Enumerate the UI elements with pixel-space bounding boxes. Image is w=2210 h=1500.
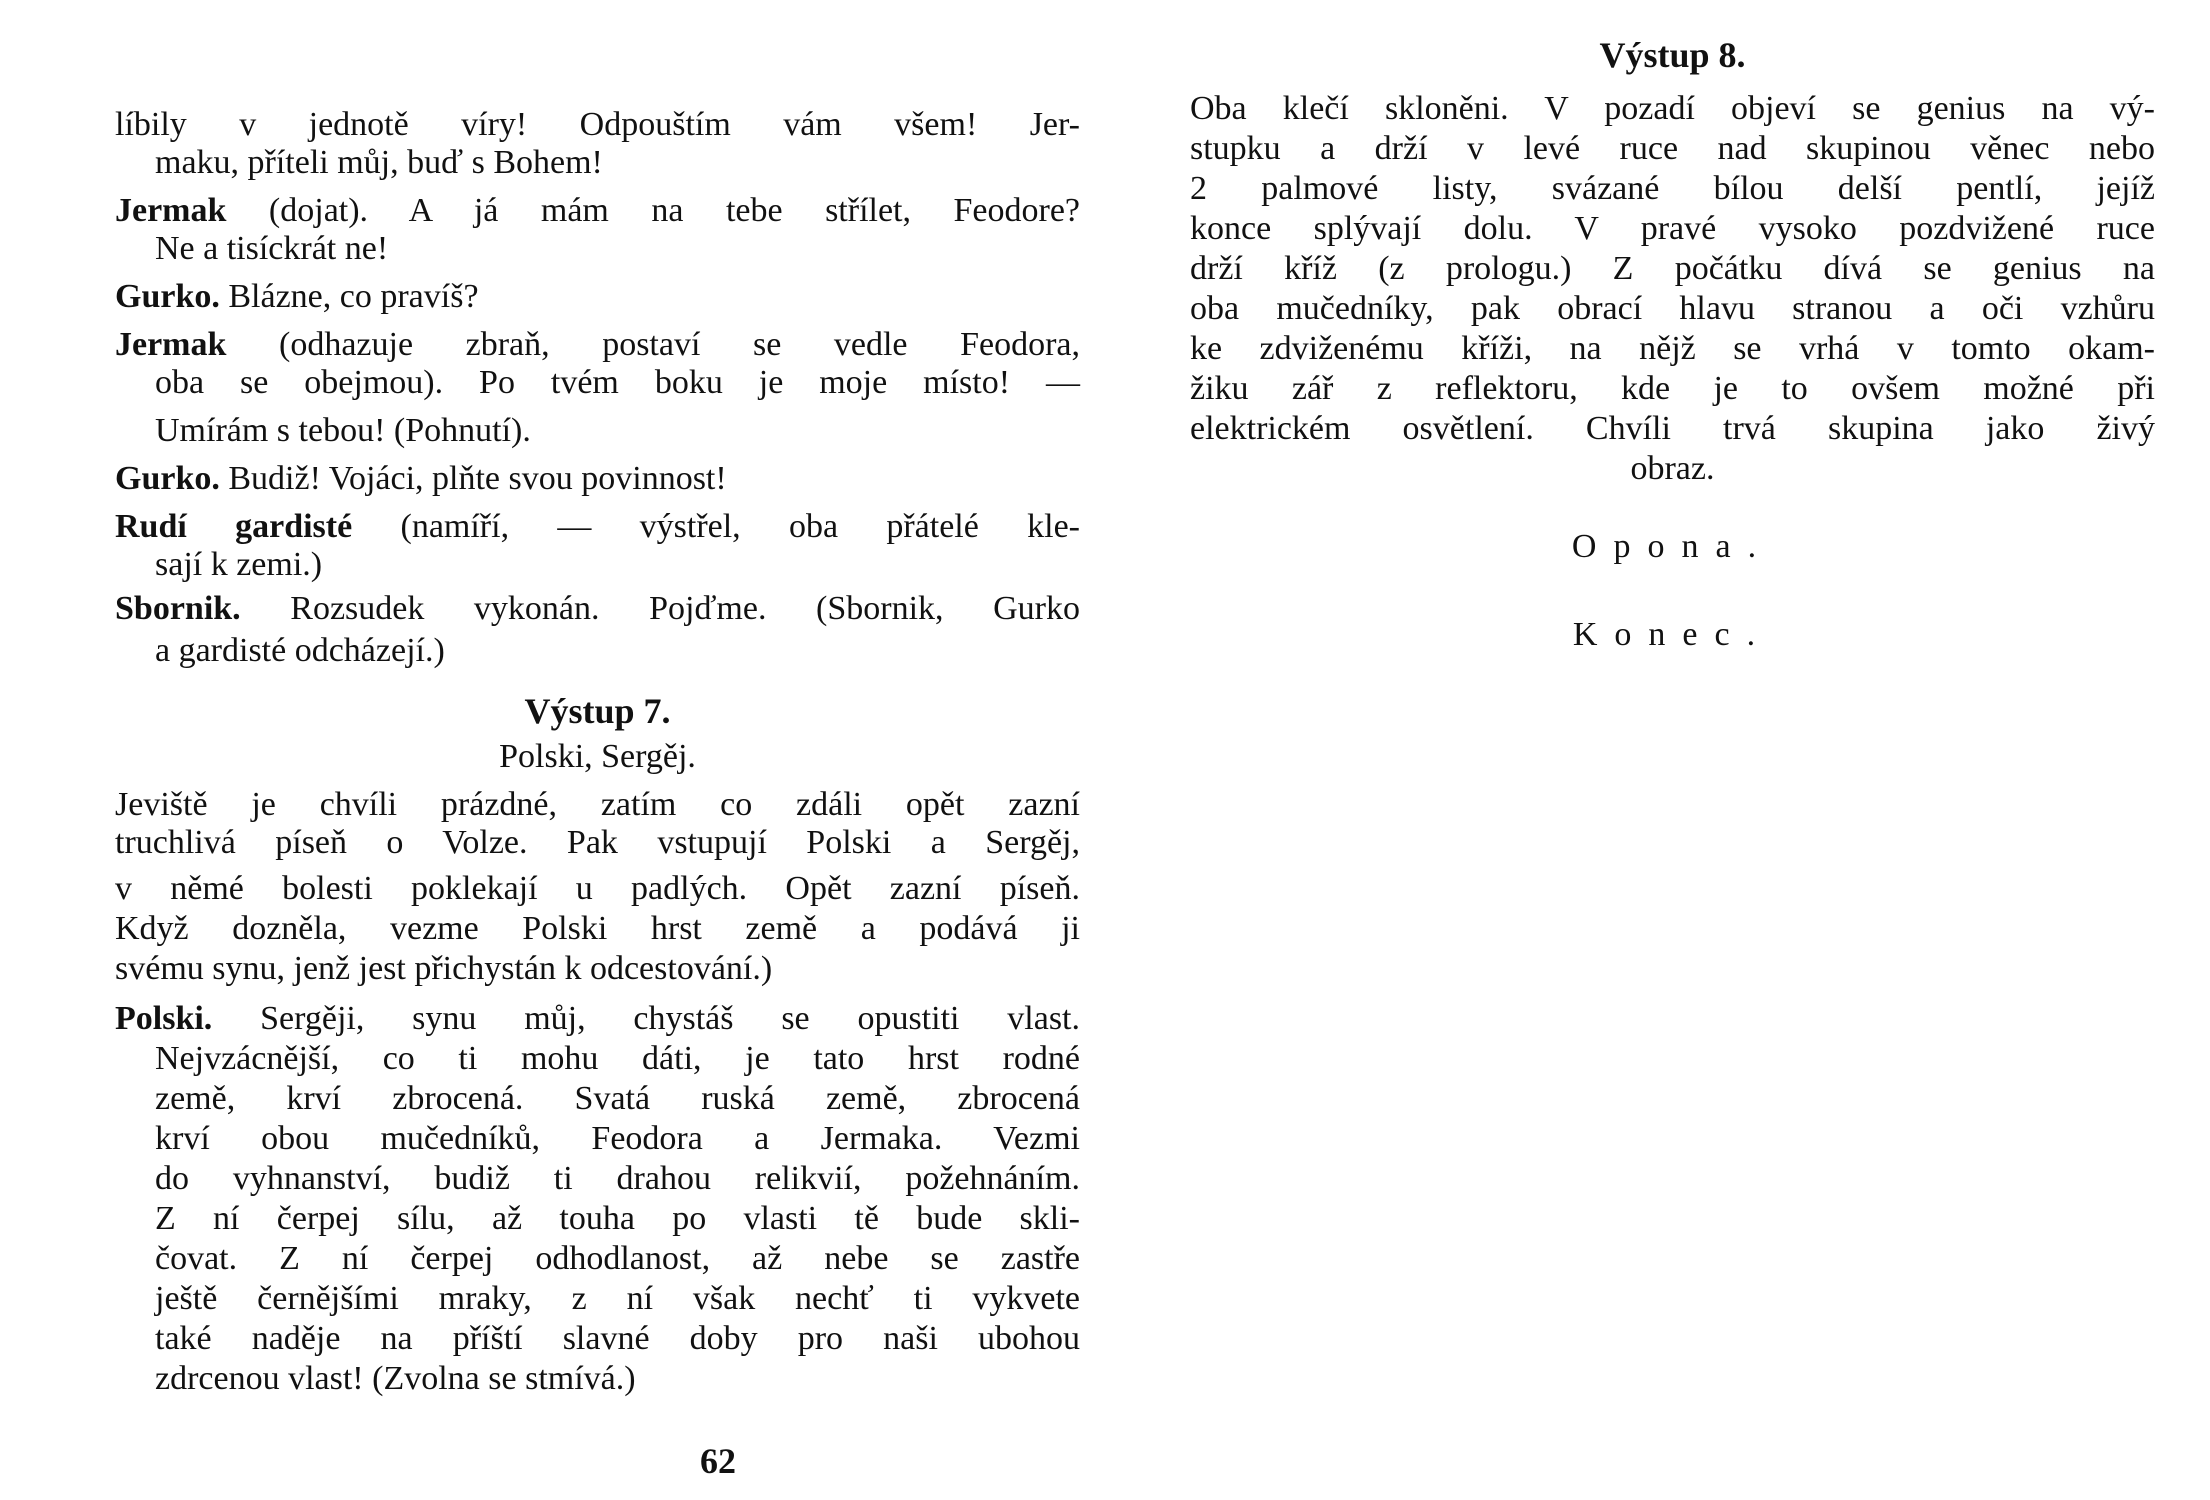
text-line: ještě černějšími mraky, z ní však nechť ti vykvete	[155, 1280, 1080, 1317]
text-line: v němé bolesti poklekají u padlých. Opět zazní píseň.	[115, 870, 1080, 907]
dialogue-line	[115, 278, 1080, 316]
dialogue-line	[115, 1000, 1080, 1038]
text-line: Rozsudek vykonán. Pojďme. (Sbornik, Gurko	[290, 590, 1080, 627]
text-line: 2 palmové listy, svázané bílou delší pentlí, jejíž	[1190, 170, 2155, 207]
text-line: (namíří, — výstřel, oba přátelé kle-	[400, 508, 1080, 545]
text-line: Umírám s tebou! (Pohnutí).	[155, 412, 531, 449]
speaker-name: Sbornik.	[115, 590, 241, 627]
text-line: oba se obejmou). Po tvém boku je moje místo! —	[155, 364, 1080, 401]
page-number: 62	[700, 1441, 736, 1481]
dialogue-line	[115, 460, 1080, 498]
text-line: Z ní čerpej sílu, až touha po vlasti tě bude skli-	[155, 1200, 1080, 1237]
text-line: elektrickém osvětlení. Chvíli trvá skupina jako živý	[1190, 410, 2155, 447]
text-line: Budiž! Vojáci, plňte svou povinnost!	[228, 460, 727, 497]
text-line: čovat. Z ní čerpej odhodlanost, až nebe se zastře	[155, 1240, 1080, 1277]
text-line: drží kříž (z prologu.) Z počátku dívá se genius na	[1190, 250, 2155, 287]
text-line: (odhazuje zbraň, postaví se vedle Feodora,	[279, 326, 1081, 363]
end-note: Konec.	[1572, 616, 1773, 653]
text-line: truchlivá píseň o Volze. Pak vstupují Polski a Sergěj,	[115, 824, 1080, 861]
text-line: také naděje na příští slavné doby pro naši ubohou	[155, 1320, 1080, 1357]
speaker-name: Gurko.	[115, 278, 220, 315]
dialogue-line	[115, 326, 1080, 364]
speaker-name: Jermak	[115, 326, 227, 363]
text-line: (dojat). A já mám na tebe střílet, Feodore?	[268, 192, 1080, 229]
text-line: ke zdviženému kříži, na nějž se vrhá v tomto okam-	[1190, 330, 2155, 367]
text-line: líbily v jednotě víry! Odpouštím vám všem! Jer-	[115, 106, 1080, 143]
scene-heading: Výstup 8.	[1599, 35, 1746, 75]
text-line: sají k zemi.)	[155, 546, 323, 583]
dialogue-line	[115, 508, 1080, 546]
text-line: svému synu, jenž jest přichystán k odcestování.)	[115, 950, 773, 987]
text-line: Nejvzácnější, co ti mohu dáti, je tato hrst rodné	[155, 1040, 1080, 1077]
curtain-note: Opona.	[1571, 528, 1774, 565]
text-line: Když dozněla, vezme Polski hrst země a podává ji	[115, 910, 1080, 947]
scene-heading: Výstup 7.	[524, 691, 671, 731]
speaker-name: Polski.	[115, 1000, 213, 1037]
text-line: stupku a drží v levé ruce nad skupinou věnec nebo	[1190, 130, 2155, 167]
dialogue-line	[115, 192, 1080, 230]
text-line: a gardisté odcházejí.)	[155, 632, 445, 669]
text-line: krví obou mučedníků, Feodora a Jermaka. Vezmi	[155, 1120, 1080, 1157]
text-line: Oba klečí skloněni. V pozadí objeví se genius na vý-	[1190, 90, 2155, 127]
text-line: obraz.	[1630, 450, 1715, 487]
text-line: zdrcenou vlast! (Zvolna se stmívá.)	[155, 1360, 636, 1397]
text-line: Sergěji, synu můj, chystáš se opustiti vlast.	[260, 1000, 1081, 1037]
speaker-name: Rudí gardisté	[115, 508, 353, 545]
text-line: Blázne, co pravíš?	[228, 278, 479, 315]
text-line: země, krví zbrocená. Svatá ruská země, zbrocená	[155, 1080, 1080, 1117]
text-line: maku, příteli můj, buď s Bohem!	[155, 144, 603, 181]
scene-characters: Polski, Sergěj.	[499, 738, 696, 775]
text-line: žiku zář z reflektoru, kde je to ovšem možné při	[1190, 370, 2155, 407]
text-line: do vyhnanství, budiž ti drahou relikvií, požehnáním.	[155, 1160, 1080, 1197]
text-line: oba mučedníky, pak obrací hlavu stranou a oči vzhůru	[1190, 290, 2155, 327]
text-line: konce splývají dolu. V pravé vysoko pozdvižené ruce	[1190, 210, 2155, 247]
text-line: Jeviště je chvíli prázdné, zatím co zdáli opět zazní	[115, 786, 1080, 823]
speaker-name: Jermak	[115, 192, 227, 229]
text-line: Ne a tisíckrát ne!	[155, 230, 389, 267]
dialogue-line	[115, 590, 1080, 628]
speaker-name: Gurko.	[115, 460, 220, 497]
